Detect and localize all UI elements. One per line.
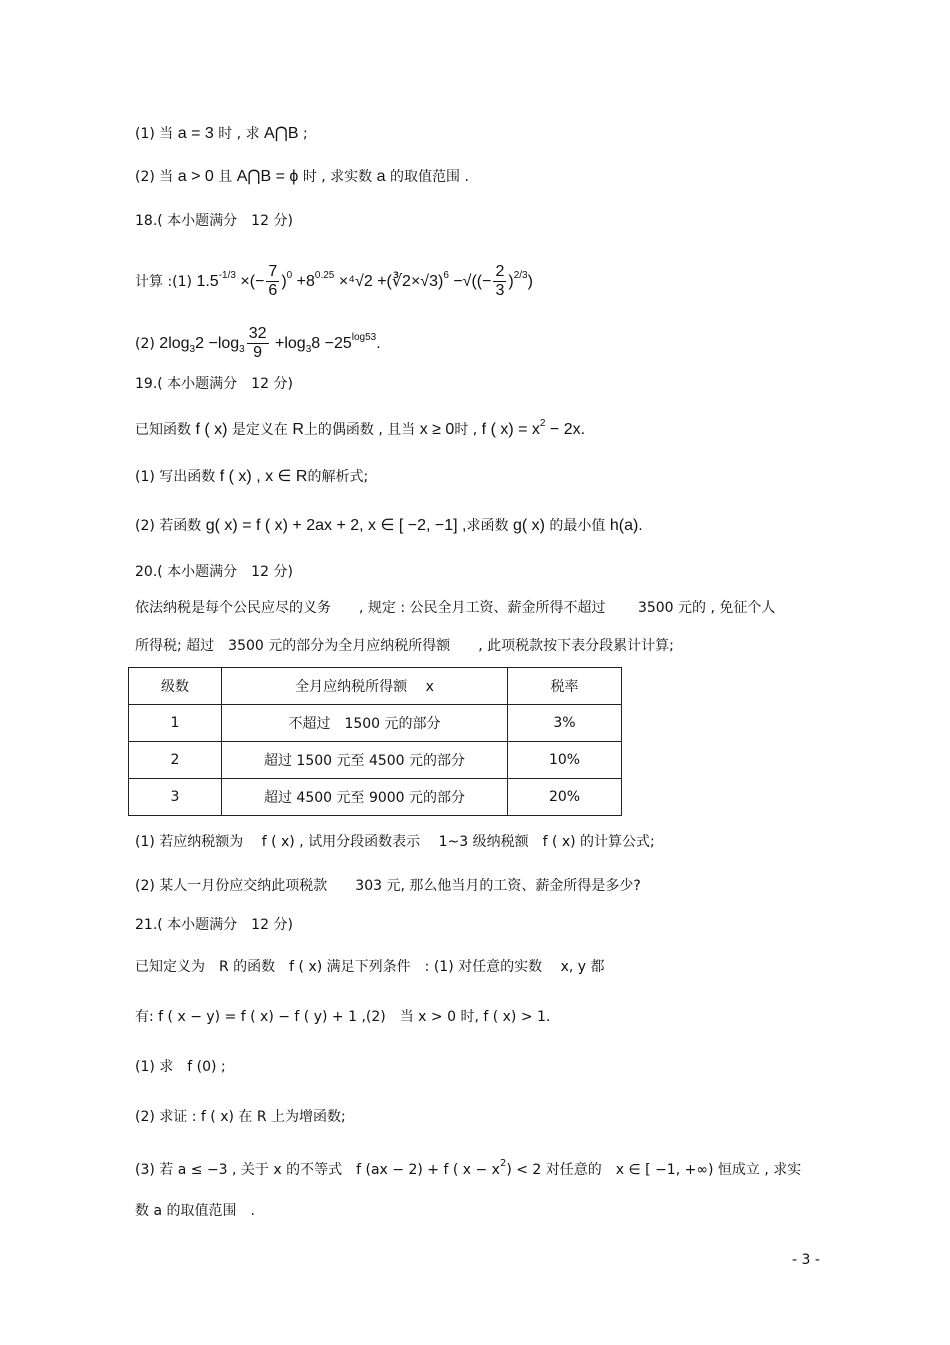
math-formula: $1.5^{-1/3}$ ×(− $\frac{7}{6}$ )$^0 +8^{0.25} \times^4√2$ +(∛2×√3)$^6$ −√((− $\frac{2}{3}$ )$^{2/3}$)	[196, 263, 533, 300]
math-expression: A⋂B = ϕ	[236, 168, 299, 185]
text: 的取值范围	[389, 169, 460, 185]
math-condition: a = 3	[177, 125, 214, 142]
table-header-cell: 税率	[508, 668, 622, 705]
part-number: (1)	[135, 126, 155, 142]
table-cell: 3%	[508, 705, 622, 742]
tax-table	[128, 667, 622, 816]
text: .	[464, 169, 469, 185]
q20-text-line2: 所得税; 超过 3500 元的部分为全月应纳税所得额 , 此项税款按下表分段累计计算;	[135, 638, 674, 654]
text: 且	[218, 169, 233, 185]
q20-header: 20.( 本小题满分 12 分)	[135, 564, 293, 580]
q21-statement-line2: 有: f ( x − y) = f ( x) − f ( y) + 1 ,(2) 当 x > 0 时, f ( x) > 1.	[135, 1009, 551, 1025]
math-expression: A⋂B	[264, 125, 299, 142]
math-formula: $2\log_32 -\log_3$ $\frac{32}{9}$ $+\log_38 -25^{log53}$.	[159, 325, 381, 362]
math-condition: a > 0	[177, 168, 214, 185]
q21-statement-line1: 已知定义为 R 的函数 f ( x) 满足下列条件 : (1) 对任意的实数 x, y 都	[135, 959, 605, 975]
table-header-row	[129, 668, 622, 705]
q19-part1: (1) 写出函数 f ( x) , x ∈ R的解析式;	[135, 468, 369, 485]
q19-statement: 已知函数 f ( x) 是定义在 R上的偶函数 , 且当 x ≥ 0时 , f ( $x) = x^2 - 2x$.	[135, 418, 586, 438]
text: ;	[302, 126, 308, 142]
table-row	[129, 742, 622, 779]
table-cell: 2	[129, 742, 222, 779]
q18-header: 18.( 本小题满分 12 分)	[135, 213, 293, 229]
q19-part2: (2) 若函数 g( x) = f ( x) + 2ax + 2, x ∈ [ −2, −1] ,求函数 g( x) 的最小值 h(a).	[135, 517, 643, 534]
table-header-cell: 级数	[129, 668, 222, 705]
q21-part1: (1) 求 f (0) ;	[135, 1059, 226, 1075]
text: 时 , 求	[218, 126, 260, 142]
text: 时 , 求实数	[302, 169, 373, 185]
table-cell: 超过 1500 元至 4500 元的部分	[222, 742, 508, 779]
q17-part2	[135, 167, 469, 187]
table-row	[129, 705, 622, 742]
q20-part2: (2) 某人一月份应交纳此项税款 303 元, 那么他当月的工资、薪金所得是多少?	[135, 878, 641, 894]
table-cell: 20%	[508, 779, 622, 816]
table-cell: 10%	[508, 742, 622, 779]
table-cell: 超过 4500 元至 9000 元的部分	[222, 779, 508, 816]
text: 当	[159, 169, 174, 185]
text: 当	[159, 126, 174, 142]
q18-part1	[135, 262, 533, 304]
q18-part2	[135, 324, 381, 366]
table-row	[129, 779, 622, 816]
q21-part2: (2) 求证 : f ( x) 在 R 上为增函数;	[135, 1109, 346, 1125]
part-label: (2)	[135, 336, 155, 352]
page-number: - 3 -	[792, 1252, 820, 1268]
part-number: (2)	[135, 169, 155, 185]
table-cell: 不超过 1500 元的部分	[222, 705, 508, 742]
table-cell: 1	[129, 705, 222, 742]
table-header-cell: 全月应纳税所得额 x	[222, 668, 508, 705]
q17-part1	[135, 124, 308, 144]
q19-header: 19.( 本小题满分 12 分)	[135, 376, 293, 392]
q21-part3: (3) 若 a ≤ −3 , 关于 x 的不等式 f (ax − 2) + f ( $x - x^2) < 2$ 对任意的 x ∈ [ −1, +∞) 恒成立 , 求实	[135, 1158, 802, 1178]
q20-text-line1: 依法纳税是每个公民应尽的义务 , 规定 : 公民全月工资、薪金所得不超过 3500 元的 , 免征个人	[135, 600, 776, 616]
table-cell: 3	[129, 779, 222, 816]
part-label: 计算 :(1)	[135, 274, 192, 290]
q21-header: 21.( 本小题满分 12 分)	[135, 917, 293, 933]
q20-part1: (1) 若应纳税额为 f ( x) , 试用分段函数表示 1~3 级纳税额 f ( x) 的计算公式;	[135, 834, 655, 850]
math-variable: a	[376, 168, 386, 185]
q21-part3-continued: 数 a 的取值范围 .	[135, 1203, 255, 1219]
